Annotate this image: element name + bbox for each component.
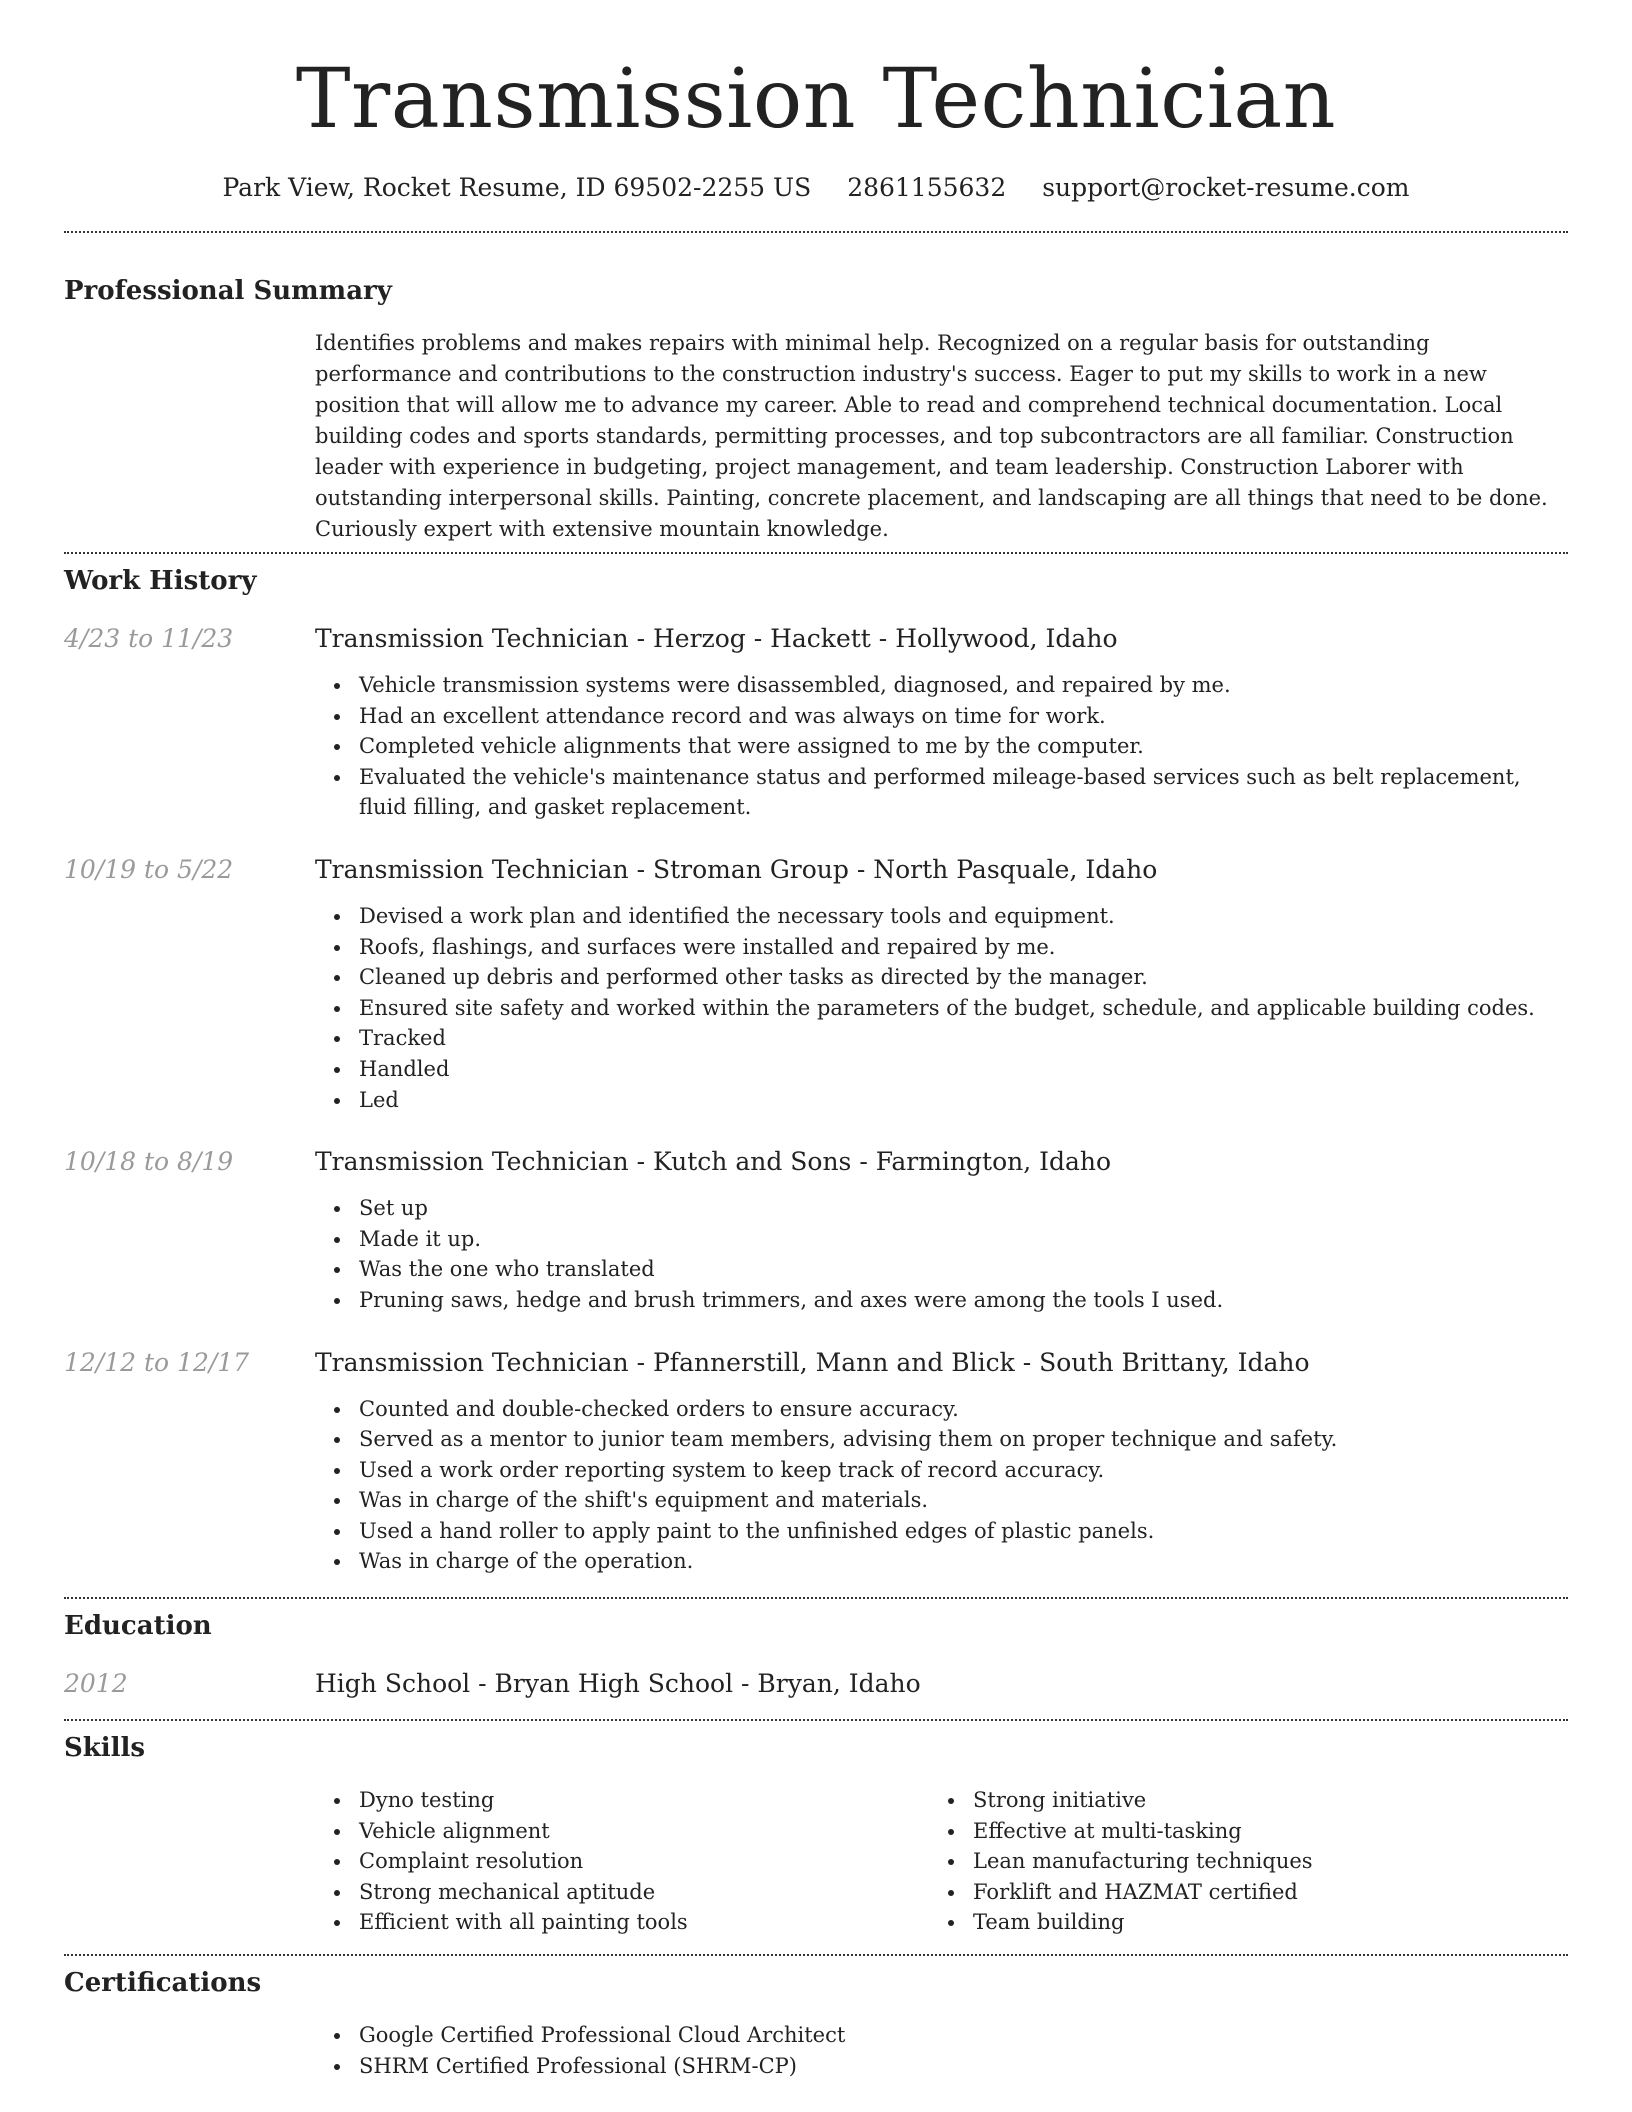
list-item: Made it up.	[359, 1224, 1568, 1255]
list-item: Cleaned up debris and performed other tasks as directed by the manager.	[359, 962, 1568, 993]
skills-list-left	[315, 1785, 929, 1938]
list-item: Set up	[359, 1193, 1568, 1224]
section-divider	[64, 552, 1568, 554]
contact-address: Park View, Rocket Resume, ID 69502-2255 US	[222, 173, 812, 202]
list-item: Was in charge of the operation.	[359, 1546, 1568, 1577]
skills-section	[64, 1731, 1568, 1938]
education-section	[64, 1609, 1568, 1701]
list-item: Vehicle transmission systems were disassembled, diagnosed, and repaired by me.	[359, 670, 1568, 701]
summary-text: Identifies problems and makes repairs with minimal help. Recognized on a regular basis for outstanding performance and contributions to the construction industry's success. Eager to put my skills to work in a new position that will allow me to advance my career. Able to read and comprehend technical documentation. Local building codes and sports standards, permitting processes, and top subcontractors are all familiar. Construction leader with experience in budgeting, project management, and team leadership. Construction Laborer with outstanding interpersonal skills. Painting, concrete placement, and landscaping are all things that need to be done. Curiously expert with extensive mountain knowledge.	[315, 331, 1548, 541]
certifications-heading: Certifications	[64, 1968, 262, 1999]
section-divider	[64, 1719, 1568, 1721]
list-item: Strong initiative	[973, 1785, 1543, 1816]
list-item: Evaluated the vehicle's maintenance status and performed mileage-based services such as belt replacement, fluid filling, and gasket replacement.	[359, 762, 1568, 823]
contact-phone: 2861155632	[847, 173, 1007, 202]
list-item: Roofs, flashings, and surfaces were installed and repaired by me.	[359, 932, 1568, 963]
skills-grid	[315, 1785, 1568, 1938]
skills-heading: Skills	[64, 1733, 146, 1764]
list-item: Tracked	[359, 1023, 1568, 1054]
list-item: Forklift and HAZMAT certified	[973, 1877, 1543, 1908]
list-item: Served as a mentor to junior team members, advising them on proper technique and safety.	[359, 1424, 1568, 1455]
job-entry	[64, 1145, 1568, 1315]
section-divider	[64, 1597, 1568, 1599]
job-dates: 10/19 to 5/22	[64, 854, 234, 884]
section-divider	[64, 231, 1568, 233]
certifications-list	[315, 2020, 1568, 2081]
summary-section	[64, 274, 1568, 545]
list-item: Pruning saws, hedge and brush trimmers, and axes were among the tools I used.	[359, 1285, 1568, 1316]
job-entry	[64, 853, 1568, 1115]
job-bullets	[315, 1193, 1568, 1315]
list-item: Was in charge of the shift's equipment and materials.	[359, 1485, 1568, 1516]
job-dates: 12/12 to 12/17	[64, 1347, 250, 1377]
work-history-section	[64, 564, 1568, 1577]
candidate-name: Transmission Technician	[295, 52, 1337, 147]
list-item: Was the one who translated	[359, 1254, 1568, 1285]
education-heading-line: High School - Bryan High School - Bryan, Idaho	[315, 1669, 921, 1699]
list-item: Team building	[973, 1907, 1543, 1938]
job-heading: Transmission Technician - Herzog - Hackett - Hollywood, Idaho	[315, 624, 1118, 653]
job-heading: Transmission Technician - Stroman Group - North Pasquale, Idaho	[315, 854, 1158, 884]
job-bullets	[315, 1394, 1568, 1578]
education-entry	[64, 1667, 1568, 1701]
list-item: Used a work order reporting system to keep track of record accuracy.	[359, 1455, 1568, 1486]
contact-line	[64, 172, 1568, 204]
list-item: Counted and double-checked orders to ensure accuracy.	[359, 1394, 1568, 1425]
job-entry	[64, 622, 1568, 823]
list-item: Dyno testing	[359, 1785, 929, 1816]
section-divider	[64, 1954, 1568, 1956]
job-dates: 4/23 to 11/23	[64, 624, 234, 653]
list-item: Led	[359, 1085, 1568, 1116]
list-item: Complaint resolution	[359, 1846, 929, 1877]
list-item: Vehicle alignment	[359, 1816, 929, 1847]
certifications-section	[64, 1966, 1568, 2081]
job-entry	[64, 1346, 1568, 1578]
contact-email: support@rocket-resume.com	[1042, 173, 1410, 202]
list-item: Handled	[359, 1054, 1568, 1085]
list-item: Strong mechanical aptitude	[359, 1877, 929, 1908]
list-item: Had an excellent attendance record and was always on time for work.	[359, 701, 1568, 732]
work-history-heading: Work History	[64, 566, 257, 596]
job-bullets	[315, 901, 1568, 1115]
job-heading: Transmission Technician - Kutch and Sons - Farmington, Idaho	[315, 1147, 1112, 1177]
resume-page	[64, 0, 1568, 2081]
list-item: Ensured site safety and worked within the parameters of the budget, schedule, and applicable building codes.	[359, 993, 1568, 1024]
list-item: SHRM Certified Professional (SHRM-CP)	[359, 2051, 1568, 2082]
job-heading: Transmission Technician - Pfannerstill, Mann and Blick - South Brittany, Idaho	[315, 1347, 1310, 1377]
list-item: Used a hand roller to apply paint to the unfinished edges of plastic panels.	[359, 1516, 1568, 1547]
list-item: Completed vehicle alignments that were assigned to me by the computer.	[359, 731, 1568, 762]
list-item: Lean manufacturing techniques	[973, 1846, 1543, 1877]
list-item: Effective at multi-tasking	[973, 1816, 1543, 1847]
education-heading: Education	[64, 1611, 212, 1642]
list-item: Devised a work plan and identified the necessary tools and equipment.	[359, 901, 1568, 932]
job-dates: 10/18 to 8/19	[64, 1147, 234, 1177]
skills-list-right	[929, 1785, 1543, 1938]
job-bullets	[315, 670, 1568, 823]
education-year: 2012	[64, 1669, 128, 1699]
list-item: Efficient with all painting tools	[359, 1907, 929, 1938]
list-item: Google Certified Professional Cloud Architect	[359, 2020, 1568, 2051]
summary-heading: Professional Summary	[64, 276, 392, 306]
